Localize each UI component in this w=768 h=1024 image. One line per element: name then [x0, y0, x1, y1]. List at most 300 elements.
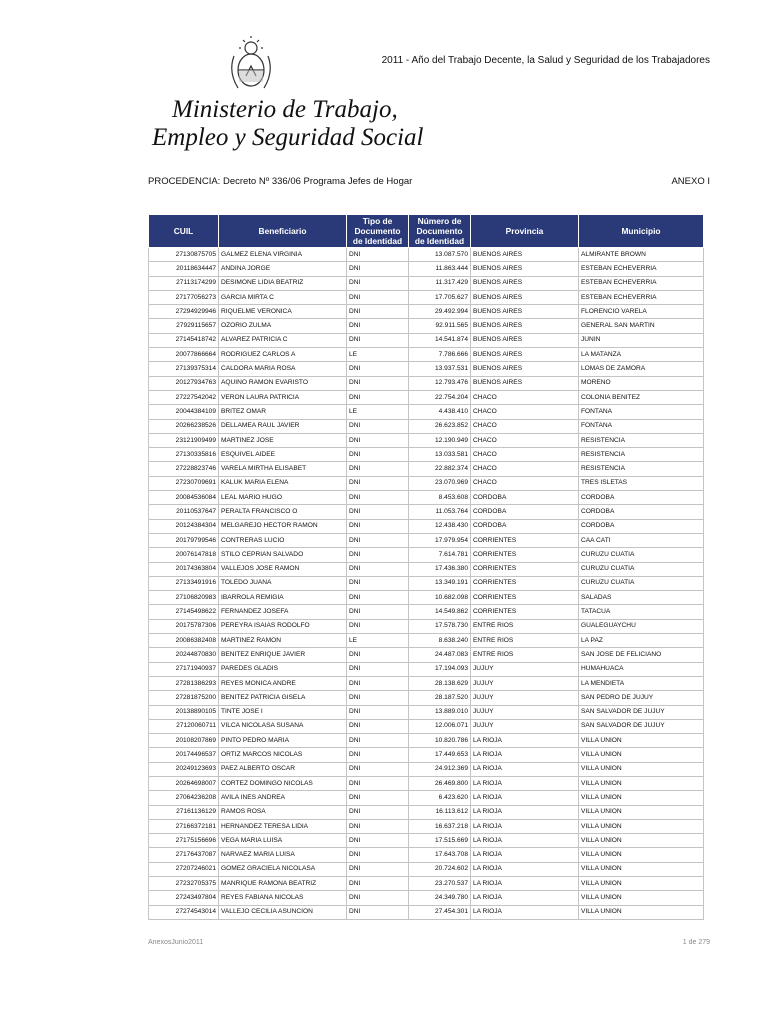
numero-documento-cell: 16.637.218 — [409, 819, 471, 833]
beneficiario-cell: RAMOS ROSA — [219, 805, 347, 819]
numero-documento-cell: 13.349.191 — [409, 576, 471, 590]
numero-documento-cell: 13.937.531 — [409, 362, 471, 376]
table-row — [149, 905, 704, 919]
table-row — [149, 576, 704, 590]
municipio-cell: LOMAS DE ZAMORA — [579, 362, 704, 376]
numero-documento-cell: 13.087.570 — [409, 248, 471, 262]
municipio-cell: SAN SALVADOR DE JUJUY — [579, 705, 704, 719]
beneficiario-cell: LEAL MARIO HUGO — [219, 491, 347, 505]
municipio-cell: ESTEBAN ECHEVERRIA — [579, 290, 704, 304]
logo-line-2: Empleo y Seguridad Social — [152, 124, 424, 151]
provincia-cell: LA RIOJA — [471, 762, 579, 776]
municipio-cell: VILLA UNION — [579, 776, 704, 790]
tipo-documento-cell: DNI — [347, 819, 409, 833]
cuil-cell: 27113174299 — [149, 276, 219, 290]
beneficiario-cell: ALVAREZ PATRICIA C — [219, 333, 347, 347]
table-row — [149, 262, 704, 276]
beneficiario-cell: PAREDES GLADIS — [219, 662, 347, 676]
provincia-cell: CORRIENTES — [471, 548, 579, 562]
table-row — [149, 676, 704, 690]
cuil-cell: 27171940937 — [149, 662, 219, 676]
municipio-cell: RESISTENCIA — [579, 433, 704, 447]
beneficiario-cell: BENITEZ ENRIQUE JAVIER — [219, 648, 347, 662]
table-row — [149, 762, 704, 776]
table-row — [149, 319, 704, 333]
table-row — [149, 705, 704, 719]
tipo-documento-cell: DNI — [347, 519, 409, 533]
table-row — [149, 605, 704, 619]
provincia-cell: LA RIOJA — [471, 905, 579, 919]
municipio-cell: VILLA UNION — [579, 891, 704, 905]
provincia-cell: CHACO — [471, 448, 579, 462]
municipio-cell: LA PAZ — [579, 634, 704, 648]
cuil-cell: 20044384109 — [149, 405, 219, 419]
provincia-cell: CORRIENTES — [471, 605, 579, 619]
numero-documento-cell: 24.487.083 — [409, 648, 471, 662]
beneficiario-cell: BRITEZ OMAR — [219, 405, 347, 419]
provincia-cell: LA RIOJA — [471, 776, 579, 790]
beneficiario-cell: BENITEZ PATRICIA GISELA — [219, 691, 347, 705]
tipo-documento-cell: DNI — [347, 905, 409, 919]
cuil-cell: 20244870830 — [149, 648, 219, 662]
municipio-cell: LA MATANZA — [579, 348, 704, 362]
provincia-cell: JUJUY — [471, 676, 579, 690]
cuil-cell: 27207246021 — [149, 862, 219, 876]
cuil-cell: 27145418742 — [149, 333, 219, 347]
numero-documento-cell: 23.270.537 — [409, 877, 471, 891]
provincia-cell: CORRIENTES — [471, 533, 579, 547]
provincia-cell: BUENOS AIRES — [471, 248, 579, 262]
numero-documento-cell: 23.070.969 — [409, 476, 471, 490]
municipio-cell: VILLA UNION — [579, 734, 704, 748]
provincia-cell: BUENOS AIRES — [471, 262, 579, 276]
cuil-cell: 20084536084 — [149, 491, 219, 505]
provincia-cell: BUENOS AIRES — [471, 348, 579, 362]
cuil-cell: 23121909499 — [149, 433, 219, 447]
cuil-cell: 20266238526 — [149, 419, 219, 433]
page-number: 1 de 279 — [682, 939, 710, 946]
municipio-cell: GENERAL SAN MARTIN — [579, 319, 704, 333]
municipio-cell: VILLA UNION — [579, 805, 704, 819]
numero-documento-cell: 17.194.093 — [409, 662, 471, 676]
numero-documento-cell: 14.541.874 — [409, 333, 471, 347]
table-row — [149, 276, 704, 290]
table-row — [149, 362, 704, 376]
beneficiario-cell: OZORIO ZULMA — [219, 319, 347, 333]
tipo-documento-cell: DNI — [347, 648, 409, 662]
numero-documento-cell: 10.820.786 — [409, 734, 471, 748]
municipio-cell: TRES ISLETAS — [579, 476, 704, 490]
tipo-documento-cell: DNI — [347, 776, 409, 790]
cuil-cell: 27227542042 — [149, 390, 219, 404]
tipo-documento-cell: DNI — [347, 662, 409, 676]
numero-documento-cell: 24.912.369 — [409, 762, 471, 776]
municipio-cell: HUMAHUACA — [579, 662, 704, 676]
cuil-cell: 27133491916 — [149, 576, 219, 590]
tipo-documento-cell: DNI — [347, 505, 409, 519]
table-row — [149, 648, 704, 662]
municipio-cell: ESTEBAN ECHEVERRIA — [579, 276, 704, 290]
tipo-documento-cell: DNI — [347, 248, 409, 262]
beneficiario-cell: GALMEZ ELENA VIRGINIA — [219, 248, 347, 262]
footer-filename: AnexosJunio2011 — [148, 939, 204, 946]
beneficiaries-table — [148, 214, 704, 920]
numero-documento-cell: 20.724.602 — [409, 862, 471, 876]
numero-documento-cell: 14.549.862 — [409, 605, 471, 619]
tipo-documento-cell: DNI — [347, 848, 409, 862]
cuil-cell: 20110537647 — [149, 505, 219, 519]
municipio-cell: CAA CATI — [579, 533, 704, 547]
table-row — [149, 419, 704, 433]
tipo-documento-cell: DNI — [347, 834, 409, 848]
cuil-cell: 20118634447 — [149, 262, 219, 276]
provincia-cell: CHACO — [471, 462, 579, 476]
provincia-cell: CHACO — [471, 476, 579, 490]
beneficiario-cell: DELLAMEA RAUL JAVIER — [219, 419, 347, 433]
numero-documento-cell: 13.889.010 — [409, 705, 471, 719]
table-row — [149, 305, 704, 319]
municipio-cell: VILLA UNION — [579, 762, 704, 776]
beneficiario-cell: VILCA NICOLASA SUSANA — [219, 719, 347, 733]
numero-documento-cell: 4.438.410 — [409, 405, 471, 419]
cuil-cell: 20174496537 — [149, 748, 219, 762]
anexo-label: ANEXO I — [671, 176, 710, 187]
cuil-cell: 27175156696 — [149, 834, 219, 848]
provincia-cell: BUENOS AIRES — [471, 276, 579, 290]
cuil-cell: 27177056273 — [149, 290, 219, 304]
provincia-cell: CORRIENTES — [471, 562, 579, 576]
provincia-cell: ENTRE RIOS — [471, 619, 579, 633]
numero-documento-cell: 8.638.240 — [409, 634, 471, 648]
column-header-cuil: CUIL — [149, 215, 219, 248]
table-row — [149, 734, 704, 748]
cuil-cell: 20077866664 — [149, 348, 219, 362]
beneficiario-cell: REYES MONICA ANDRE — [219, 676, 347, 690]
cuil-cell: 27120060711 — [149, 719, 219, 733]
numero-documento-cell: 26.623.852 — [409, 419, 471, 433]
cuil-cell: 27232705375 — [149, 877, 219, 891]
provincia-cell: LA RIOJA — [471, 805, 579, 819]
cuil-cell: 27281875200 — [149, 691, 219, 705]
tipo-documento-cell: DNI — [347, 533, 409, 547]
beneficiario-cell: VALLEJOS JOSE RAMON — [219, 562, 347, 576]
cuil-cell: 27294929946 — [149, 305, 219, 319]
table-row — [149, 819, 704, 833]
numero-documento-cell: 22.882.374 — [409, 462, 471, 476]
beneficiario-cell: VALLEJO CECILIA ASUNCION — [219, 905, 347, 919]
beneficiario-cell: CALDORA MARIA ROSA — [219, 362, 347, 376]
column-header-municipio: Municipio — [579, 215, 704, 248]
cuil-cell: 27228823746 — [149, 462, 219, 476]
beneficiario-cell: AVILA INES ANDREA — [219, 791, 347, 805]
tipo-documento-cell: DNI — [347, 276, 409, 290]
beneficiario-cell: PEREYRA ISAIAS RODOLFO — [219, 619, 347, 633]
table-row — [149, 862, 704, 876]
beneficiario-cell: PERALTA FRANCISCO O — [219, 505, 347, 519]
municipio-cell: CURUZU CUATIA — [579, 548, 704, 562]
table-row — [149, 505, 704, 519]
cuil-cell: 20124384304 — [149, 519, 219, 533]
table-row — [149, 834, 704, 848]
tipo-documento-cell: DNI — [347, 462, 409, 476]
beneficiario-cell: GOMEZ GRACIELA NICOLASA — [219, 862, 347, 876]
provincia-cell: LA RIOJA — [471, 848, 579, 862]
beneficiario-cell: RODRIGUEZ CARLOS A — [219, 348, 347, 362]
numero-documento-cell: 8.453.608 — [409, 491, 471, 505]
cuil-cell: 20179799546 — [149, 533, 219, 547]
provincia-cell: ENTRE RIOS — [471, 648, 579, 662]
provincia-cell: LA RIOJA — [471, 791, 579, 805]
numero-documento-cell: 6.423.620 — [409, 791, 471, 805]
table-row — [149, 433, 704, 447]
table-row — [149, 476, 704, 490]
tipo-documento-cell: LE — [347, 405, 409, 419]
provincia-cell: LA RIOJA — [471, 877, 579, 891]
beneficiario-cell: ANDINA JORGE — [219, 262, 347, 276]
provincia-cell: BUENOS AIRES — [471, 333, 579, 347]
tipo-documento-cell: DNI — [347, 719, 409, 733]
cuil-cell: 20076147818 — [149, 548, 219, 562]
cuil-cell: 27281386293 — [149, 676, 219, 690]
tipo-documento-cell: DNI — [347, 290, 409, 304]
column-header-numero-documento: Número de Documento de Identidad — [409, 215, 471, 248]
numero-documento-cell: 11.317.429 — [409, 276, 471, 290]
beneficiario-cell: HERNANDEZ TERESA LIDIA — [219, 819, 347, 833]
numero-documento-cell: 26.469.800 — [409, 776, 471, 790]
tipo-documento-cell: DNI — [347, 448, 409, 462]
provincia-cell: JUJUY — [471, 691, 579, 705]
tipo-documento-cell: DNI — [347, 805, 409, 819]
cuil-cell: 27243497804 — [149, 891, 219, 905]
table-row — [149, 348, 704, 362]
cuil-cell: 27064236208 — [149, 791, 219, 805]
table-row — [149, 290, 704, 304]
municipio-cell: FONTANA — [579, 419, 704, 433]
beneficiario-cell: CORTEZ DOMINGO NICOLAS — [219, 776, 347, 790]
numero-documento-cell: 11.863.444 — [409, 262, 471, 276]
municipio-cell: FONTANA — [579, 405, 704, 419]
municipio-cell: RESISTENCIA — [579, 462, 704, 476]
tipo-documento-cell: DNI — [347, 705, 409, 719]
tipo-documento-cell: DNI — [347, 390, 409, 404]
provincia-cell: BUENOS AIRES — [471, 305, 579, 319]
beneficiario-cell: PINTO PEDRO MARIA — [219, 734, 347, 748]
provincia-cell: BUENOS AIRES — [471, 362, 579, 376]
provincia-cell: CHACO — [471, 433, 579, 447]
tipo-documento-cell: DNI — [347, 762, 409, 776]
table-row — [149, 491, 704, 505]
cuil-cell: 20175787306 — [149, 619, 219, 633]
logo-line-1: Ministerio de Trabajo, — [172, 96, 398, 123]
provincia-cell: LA RIOJA — [471, 862, 579, 876]
numero-documento-cell: 13.033.581 — [409, 448, 471, 462]
table-row — [149, 748, 704, 762]
beneficiario-cell: MANRIQUE RAMONA BEATRIZ — [219, 877, 347, 891]
beneficiario-cell: VEGA MARIA LUISA — [219, 834, 347, 848]
numero-documento-cell: 28.187.520 — [409, 691, 471, 705]
procedencia-text: PROCEDENCIA: Decreto Nº 336/06 Programa Jefes de Hogar — [148, 176, 413, 187]
tipo-documento-cell: DNI — [347, 891, 409, 905]
numero-documento-cell: 17.449.653 — [409, 748, 471, 762]
tipo-documento-cell: DNI — [347, 362, 409, 376]
tipo-documento-cell: DNI — [347, 333, 409, 347]
table-row — [149, 891, 704, 905]
table-row — [149, 562, 704, 576]
numero-documento-cell: 17.436.380 — [409, 562, 471, 576]
municipio-cell: CURUZU CUATIA — [579, 576, 704, 590]
numero-documento-cell: 12.793.476 — [409, 376, 471, 390]
cuil-cell: 20264698007 — [149, 776, 219, 790]
year-tagline: 2011 - Año del Trabajo Decente, la Salud y Seguridad de los Trabajadores — [381, 55, 710, 66]
table-row — [149, 376, 704, 390]
beneficiario-cell: TINTE JOSE I — [219, 705, 347, 719]
municipio-cell: CURUZU CUATIA — [579, 562, 704, 576]
tipo-documento-cell: DNI — [347, 619, 409, 633]
beneficiario-cell: MARTINEZ RAMON — [219, 634, 347, 648]
numero-documento-cell: 7.786.666 — [409, 348, 471, 362]
cuil-cell: 27130875705 — [149, 248, 219, 262]
table-header-row — [149, 215, 704, 248]
provincia-cell: JUJUY — [471, 705, 579, 719]
table-row — [149, 333, 704, 347]
provincia-cell: LA RIOJA — [471, 734, 579, 748]
column-header-beneficiario: Beneficiario — [219, 215, 347, 248]
cuil-cell: 27145498622 — [149, 605, 219, 619]
municipio-cell: TATACUA — [579, 605, 704, 619]
cuil-cell: 27161136129 — [149, 805, 219, 819]
numero-documento-cell: 17.515.669 — [409, 834, 471, 848]
municipio-cell: GUALEGUAYCHU — [579, 619, 704, 633]
numero-documento-cell: 17.979.954 — [409, 533, 471, 547]
tipo-documento-cell: DNI — [347, 591, 409, 605]
beneficiario-cell: STILO CEPRIAN SALVADO — [219, 548, 347, 562]
tipo-documento-cell: DNI — [347, 491, 409, 505]
municipio-cell: RESISTENCIA — [579, 448, 704, 462]
provincia-cell: LA RIOJA — [471, 834, 579, 848]
beneficiario-cell: AQUINO RAMON EVARISTO — [219, 376, 347, 390]
municipio-cell: VILLA UNION — [579, 834, 704, 848]
provincia-cell: BUENOS AIRES — [471, 319, 579, 333]
municipio-cell: LA MENDIETA — [579, 676, 704, 690]
cuil-cell: 27929115657 — [149, 319, 219, 333]
beneficiario-cell: CONTRERAS LUCIO — [219, 533, 347, 547]
table-row — [149, 548, 704, 562]
tipo-documento-cell: DNI — [347, 862, 409, 876]
beneficiario-cell: VARELA MIRTHA ELISABET — [219, 462, 347, 476]
tipo-documento-cell: DNI — [347, 691, 409, 705]
numero-documento-cell: 17.578.730 — [409, 619, 471, 633]
tipo-documento-cell: DNI — [347, 605, 409, 619]
provincia-cell: ENTRE RIOS — [471, 634, 579, 648]
beneficiario-cell: ESQUIVEL AIDEE — [219, 448, 347, 462]
table-row — [149, 877, 704, 891]
cuil-cell: 20174363804 — [149, 562, 219, 576]
table-row — [149, 848, 704, 862]
cuil-cell: 27130335816 — [149, 448, 219, 462]
table-row — [149, 591, 704, 605]
provincia-cell: CHACO — [471, 405, 579, 419]
numero-documento-cell: 28.138.629 — [409, 676, 471, 690]
municipio-cell: COLONIA BENITEZ — [579, 390, 704, 404]
provincia-cell: CORDOBA — [471, 505, 579, 519]
beneficiario-cell: REYES FABIANA NICOLAS — [219, 891, 347, 905]
cuil-cell: 27176437087 — [149, 848, 219, 862]
tipo-documento-cell: DNI — [347, 419, 409, 433]
municipio-cell: CORDOBA — [579, 505, 704, 519]
tipo-documento-cell: DNI — [347, 433, 409, 447]
cuil-cell: 20138890105 — [149, 705, 219, 719]
municipio-cell: VILLA UNION — [579, 848, 704, 862]
table-row — [149, 619, 704, 633]
tipo-documento-cell: DNI — [347, 319, 409, 333]
numero-documento-cell: 11.053.764 — [409, 505, 471, 519]
table-row — [149, 691, 704, 705]
municipio-cell: SAN JOSE DE FELICIANO — [579, 648, 704, 662]
municipio-cell: MORENO — [579, 376, 704, 390]
municipio-cell: JUNIN — [579, 333, 704, 347]
cuil-cell: 20249123693 — [149, 762, 219, 776]
municipio-cell: VILLA UNION — [579, 791, 704, 805]
numero-documento-cell: 12.438.430 — [409, 519, 471, 533]
table-row — [149, 662, 704, 676]
provincia-cell: CORDOBA — [471, 519, 579, 533]
numero-documento-cell: 7.614.781 — [409, 548, 471, 562]
numero-documento-cell: 16.113.612 — [409, 805, 471, 819]
table-row — [149, 405, 704, 419]
cuil-cell: 27274543014 — [149, 905, 219, 919]
tipo-documento-cell: DNI — [347, 734, 409, 748]
table-row — [149, 390, 704, 404]
tipo-documento-cell: DNI — [347, 576, 409, 590]
beneficiario-cell: MARTINEZ JOSE — [219, 433, 347, 447]
provincia-cell: CHACO — [471, 390, 579, 404]
municipio-cell: CORDOBA — [579, 491, 704, 505]
beneficiario-cell: PAEZ ALBERTO OSCAR — [219, 762, 347, 776]
municipio-cell: SAN SALVADOR DE JUJUY — [579, 719, 704, 733]
tipo-documento-cell: DNI — [347, 791, 409, 805]
numero-documento-cell: 29.492.994 — [409, 305, 471, 319]
numero-documento-cell: 17.643.708 — [409, 848, 471, 862]
numero-documento-cell: 24.349.780 — [409, 891, 471, 905]
cuil-cell: 27139375314 — [149, 362, 219, 376]
numero-documento-cell: 22.754.204 — [409, 390, 471, 404]
beneficiario-cell: MELGAREJO HECTOR RAMON — [219, 519, 347, 533]
municipio-cell: VILLA UNION — [579, 862, 704, 876]
tipo-documento-cell: LE — [347, 634, 409, 648]
provincia-cell: JUJUY — [471, 662, 579, 676]
column-header-provincia: Provincia — [471, 215, 579, 248]
provincia-cell: CORDOBA — [471, 491, 579, 505]
table-row — [149, 519, 704, 533]
table-row — [149, 719, 704, 733]
provincia-cell: CORRIENTES — [471, 591, 579, 605]
numero-documento-cell: 92.911.565 — [409, 319, 471, 333]
table-row — [149, 448, 704, 462]
table-row — [149, 248, 704, 262]
beneficiario-cell: TOLEDO JUANA — [219, 576, 347, 590]
municipio-cell: ESTEBAN ECHEVERRIA — [579, 262, 704, 276]
beneficiario-cell: KALUK MARIA ELENA — [219, 476, 347, 490]
tipo-documento-cell: DNI — [347, 676, 409, 690]
table-row — [149, 791, 704, 805]
provincia-cell: CORRIENTES — [471, 576, 579, 590]
provincia-cell: BUENOS AIRES — [471, 290, 579, 304]
tipo-documento-cell: DNI — [347, 476, 409, 490]
municipio-cell: VILLA UNION — [579, 905, 704, 919]
municipio-cell: CORDOBA — [579, 519, 704, 533]
numero-documento-cell: 12.190.949 — [409, 433, 471, 447]
provincia-cell: JUJUY — [471, 719, 579, 733]
